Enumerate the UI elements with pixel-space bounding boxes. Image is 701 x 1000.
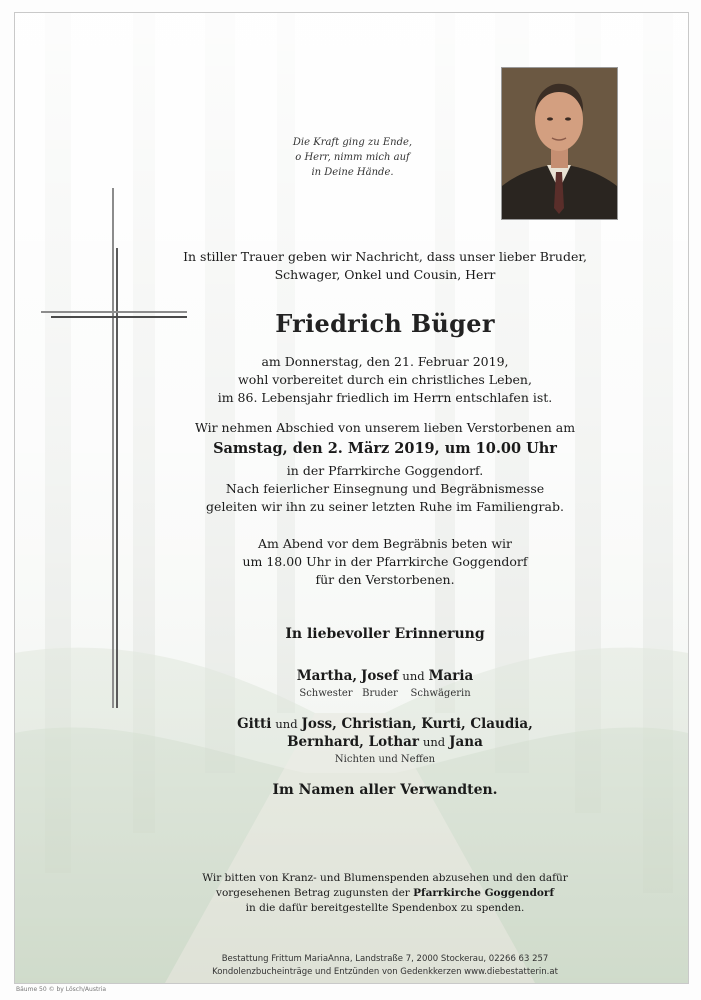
farewell-line-4: Nach feierlicher Einsegnung und Begräbnismesse: [225, 481, 545, 496]
family1-role-1: Schwester: [299, 688, 353, 699]
farewell-text: [145, 419, 625, 516]
quote-line-3: in Deine Hände.: [311, 167, 394, 178]
family2-name-1: Gitti: [237, 716, 272, 732]
family2-conjunction-1: und: [275, 717, 298, 731]
family2-name-c: Jana: [449, 734, 483, 750]
intro-line-2: Schwager, Onkel und Cousin, Herr: [274, 267, 496, 282]
family1-name-1: Martha,: [296, 668, 358, 684]
family2-name-b: Bernhard, Lothar: [287, 734, 419, 750]
footer: [145, 953, 625, 979]
portrait-photo: [501, 67, 618, 220]
family1-roles: [145, 685, 625, 702]
family2-names-rest: Joss, Christian, Kurti, Claudia,: [301, 716, 533, 732]
donation-line-1: Wir bitten von Kranz- und Blumenspenden abzusehen und den dafür: [202, 872, 568, 884]
evening-line-1: Am Abend vor dem Begräbnis beten wir: [257, 536, 513, 551]
family1-role-2: Bruder: [362, 688, 398, 699]
family1-role-3: Schwägerin: [410, 688, 471, 699]
footer-line-2: Kondolenzbucheinträge und Entzünden von Gedenkkerzen www.diebestatterin.at: [212, 967, 558, 977]
funeral-date: Samstag, den 2. März 2019, um 10.00 Uhr: [213, 440, 557, 457]
intro-text: [145, 248, 625, 284]
death-text: [145, 353, 625, 407]
family-group-1: [145, 667, 625, 702]
evening-prayer-text: [145, 535, 625, 589]
donation-church: Pfarrkirche Goggendorf: [413, 887, 554, 899]
family1-name-2: Josef: [361, 668, 399, 684]
death-line-2: wohl vorbereitet durch ein christliches Leben,: [238, 372, 532, 387]
farewell-line-1: Wir nehmen Abschied von unserem lieben Verstorbenen am: [194, 420, 576, 435]
intro-line-1: In stiller Trauer geben wir Nachricht, dass unser lieber Bruder,: [183, 249, 587, 264]
quote-line-1: Die Kraft ging zu Ende,: [292, 137, 413, 148]
memory-heading: In liebevoller Erinnerung: [285, 626, 485, 642]
family2-role: Nichten und Neffen: [334, 754, 436, 765]
family1-name-3: Maria: [428, 668, 474, 684]
family2-line-2: [145, 733, 625, 751]
farewell-line-3: in der Pfarrkirche Goggendorf.: [286, 463, 484, 478]
quote: [270, 135, 435, 180]
family-group-2: [145, 715, 625, 768]
relatives-line: Im Namen aller Verwandten.: [272, 782, 498, 798]
donation-text: [145, 871, 625, 916]
deceased-name: Friedrich Büger: [275, 309, 495, 338]
donation-line-2a: vorgesehenen Betrag zugunsten der: [216, 887, 410, 899]
family2-line-1: [145, 715, 625, 733]
footer-line-1: Bestattung Frittum MariaAnna, Landstraße 7, 2000 Stockerau, 02266 63 257: [221, 954, 549, 964]
evening-line-2: um 18.00 Uhr in der Pfarrkirche Goggendorf: [242, 554, 528, 569]
image-credit: Bäume 50 © by Lösch/Austria: [16, 986, 107, 993]
evening-line-3: für den Verstorbenen.: [315, 572, 455, 587]
death-line-1: am Donnerstag, den 21. Februar 2019,: [261, 354, 509, 369]
donation-line-3: in die dafür bereitgestellte Spendenbox zu spenden.: [245, 902, 525, 914]
death-line-3: im 86. Lebensjahr friedlich im Herrn entschlafen ist.: [217, 390, 553, 405]
obituary-page: [14, 12, 689, 984]
family1-conjunction: und: [402, 669, 425, 683]
farewell-line-5: geleiten wir ihn zu seiner letzten Ruhe im Familiengrab.: [206, 499, 564, 514]
family2-conjunction-2: und: [422, 735, 446, 749]
donation-line-2: [145, 886, 625, 901]
quote-line-2: o Herr, nimm mich auf: [295, 152, 410, 163]
family1-names: [145, 667, 625, 685]
